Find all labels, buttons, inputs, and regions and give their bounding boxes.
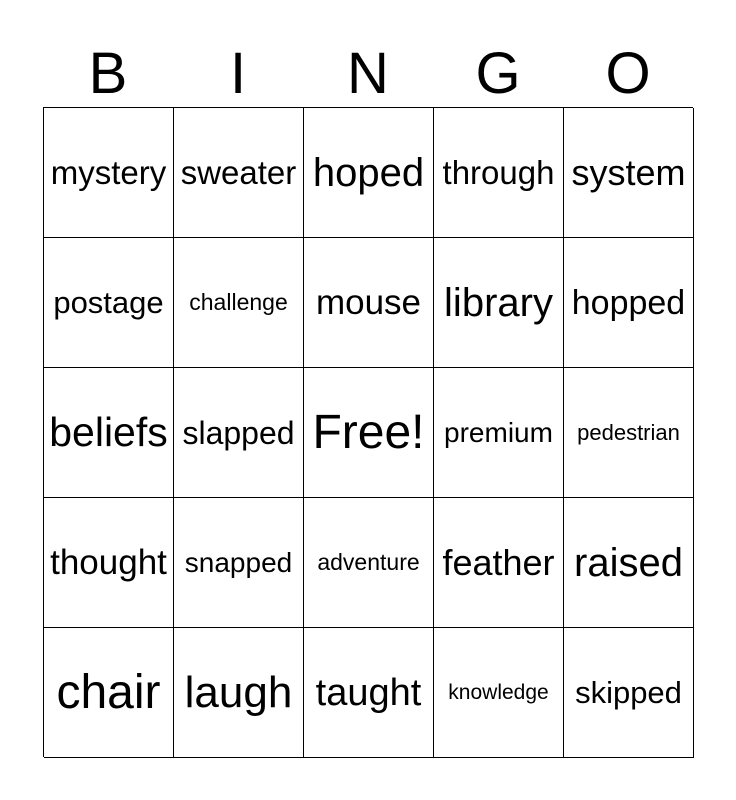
bingo-cell[interactable]: pedestrian [564,368,694,498]
bingo-cell[interactable]: taught [304,628,434,758]
header-letter-g: G [475,41,521,106]
header-letter-o: O [605,41,651,106]
bingo-board [43,107,693,757]
header-letter-b: B [88,41,128,106]
bingo-cell[interactable]: raised [564,498,694,628]
bingo-cell[interactable]: hopped [564,238,694,368]
bingo-header [43,40,693,108]
bingo-cell[interactable]: skipped [564,628,694,758]
bingo-cell[interactable]: system [564,108,694,238]
bingo-cell[interactable]: beliefs [44,368,174,498]
bingo-cell[interactable]: laugh [174,628,304,758]
free-space-cell[interactable]: Free! [304,368,434,498]
bingo-cell[interactable]: chair [44,628,174,758]
bingo-cell[interactable]: premium [434,368,564,498]
bingo-cell[interactable]: knowledge [434,628,564,758]
bingo-cell[interactable]: through [434,108,564,238]
bingo-cell[interactable]: mouse [304,238,434,368]
bingo-cell[interactable]: hoped [304,108,434,238]
bingo-cell[interactable]: challenge [174,238,304,368]
bingo-cell[interactable]: sweater [174,108,304,238]
bingo-cell[interactable]: mystery [44,108,174,238]
bingo-cell[interactable]: snapped [174,498,304,628]
bingo-cell[interactable]: slapped [174,368,304,498]
bingo-cell[interactable]: library [434,238,564,368]
bingo-cell[interactable]: feather [434,498,564,628]
bingo-cell[interactable]: postage [44,238,174,368]
bingo-cell[interactable]: adventure [304,498,434,628]
header-letter-n: N [347,41,389,106]
header-letter-i: I [229,41,247,106]
bingo-cell[interactable]: thought [44,498,174,628]
